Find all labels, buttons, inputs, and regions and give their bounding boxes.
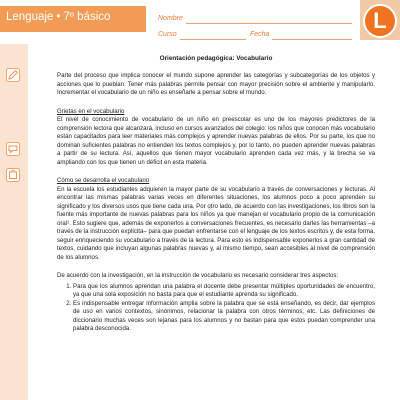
intro-paragraph: Parte del proceso que implica conocer el mundo supone aprender las categorías y subcategorías de los objetos y acciones que lo pueblan. Tener más palabras permite pensar con mayor precisión sobre el ambiente y manipularlo. Incrementar el vocabulario de un niño es enseñarle a pensar sobre el mundo. [57,72,375,96]
section-heading-gaps: Grietas en el vocabulario [57,107,125,115]
subject-banner [0,6,146,32]
list-item: 1. Para que los alumnos aprendan una palabra el docente debe presentar múltiples oportunidades de encuentro, ya que una sola exposición no basta para que el estudiante aprenda su significado. [73,283,375,300]
course-field[interactable] [180,39,246,40]
header [0,0,400,44]
pencil-icon [6,68,20,82]
date-label: Fecha [250,31,270,38]
subject-badge [363,4,397,38]
name-label: Nombre [158,15,183,22]
name-field[interactable] [186,23,352,24]
document-title: Orientación pedagógica: Vocabulario [159,55,273,62]
considerations-list [57,283,375,334]
date-field[interactable] [272,39,352,40]
badge-letter: L [373,8,387,33]
list-item: 2. Es indispensable entregar información amplia sobre la palabra que se está enseñando, es decir, dar ejemplos de uso en varios contextos, sinónimos, relacionar la palabra con otros términos, etc. Las definiciones de diccionario muchas veces son lejanas para los alumnos y no bastan para que estos puedan comprender una palabra desconocida. [73,300,375,334]
considerations-intro: De acuerdo con la investigación, en la instrucción de vocabulario es necesario considerar tres aspectos: [57,272,339,279]
subject-name: Lenguaje [6,11,54,23]
puzzle-icon [6,168,20,182]
grade-level: 7º básico [63,11,111,23]
sidebar [0,44,28,400]
section-text-development: En la escuela los estudiantes adquieren la mayor parte de su vocabulario a través de conversaciones y lecturas. Al encontrar las mismas palabras varias veces en diferentes situaciones, los alumnos poco a poco aprenden su significado y los diversos usos que tiene cada una. Por otro lado, de acuerdo con las investigaciones, los libros son la fuente más importante de nuevas palabras para los niños ya que manejan el vocabulario propio de la comunicación oral¹. Esto sugiere que, además de exponerlos a conversaciones frecuentes, es necesario darles las herramientas –a través de la instrucción explícita– para que puedan enfrentarse con el lenguaje de los textos escritos y, de esta forma, seguir enriqueciendo su vocabulario a través de la lectura. Para esto es indispensable exponerlos a gran cantidad de textos, cuidando que incluyan algunas palabras nuevas y, al mismo tiempo, sean accesibles al nivel de comprensión de los alumnos. [57,185,375,261]
section-text-gaps: El nivel de conocimiento de vocabulario de un niño en preescolar es uno de los mayores predictores de la comprensión lectora que alcanzará, incluso en cursos avanzados del colegio: los niños que conocen más vocabulario están capacitados para leer materiales más complejos y aprender nuevas palabras de ellos. Por su parte, los que no dominan suficientes palabras no entienden los textos complejos y, por lo tanto, no pueden aprender nuevas palabras a partir de su lectura. Así, aquellos que tienen mayor vocabulario aprenden cada vez más, y la brecha se va ampliando con los que tienen un déficit en esta materia. [57,116,375,166]
speech-bubble-icon [6,142,20,156]
subject-title [6,11,110,23]
section-heading-development: Cómo se desarrolla el vocabulario [57,177,150,184]
document-body [57,55,375,334]
course-label: Curso [158,31,177,38]
separator-dot: • [56,11,61,23]
